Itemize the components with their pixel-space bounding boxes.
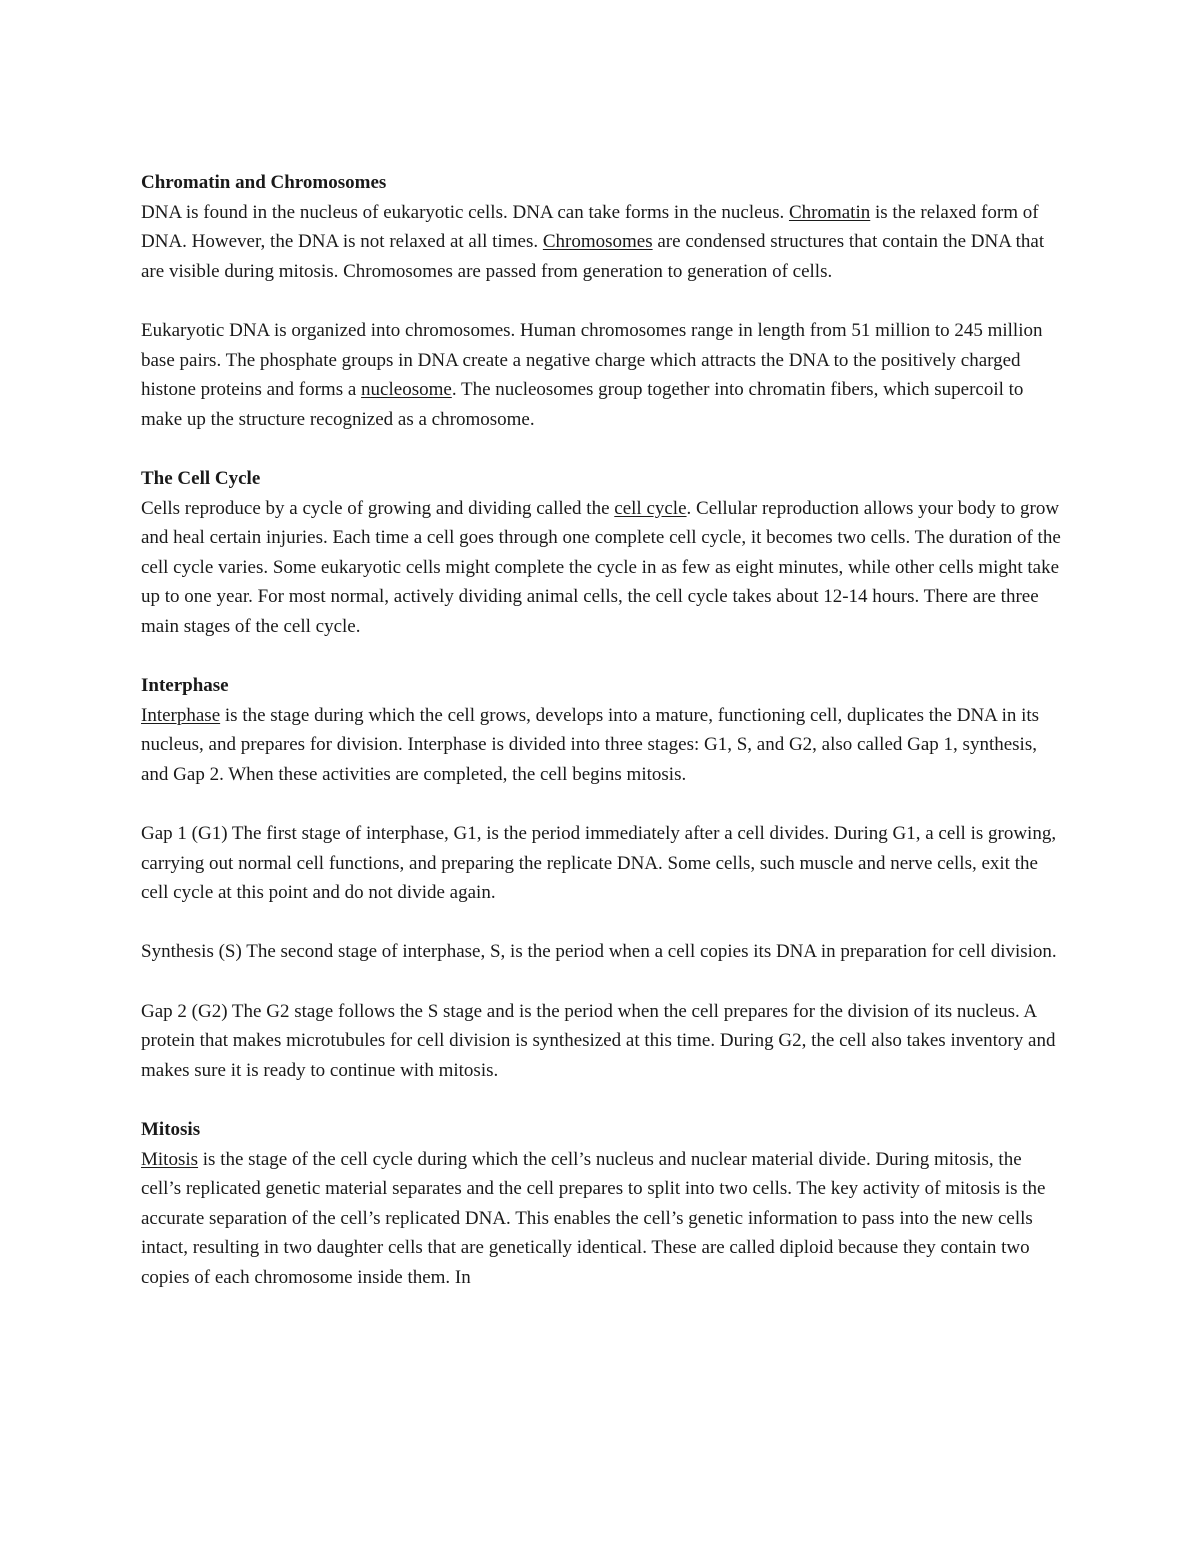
paragraph [141, 701, 1066, 790]
term-interphase: Interphase [141, 704, 221, 726]
document-page [141, 168, 1066, 1293]
text-run: is the stage during which the cell grows, develops into a mature, functioning cell, duplicates the DNA in its nucleus, and prepares for division. Interphase is divided into three stages: G1, S, and G2, also called Gap 1, synthesis, and Gap 2. When these activities are completed, the cell begins mitosis. [141, 704, 1040, 785]
text-run: are condensed structures that contain the DNA that are visible during mitosis. Chromosomes are passed from generation to generation of cells. [141, 231, 1045, 282]
section-heading: Interphase [141, 675, 229, 697]
section-heading: The Cell Cycle [141, 467, 261, 489]
section-interphase [141, 671, 1066, 1085]
text-run: DNA is found in the nucleus of eukaryotic cells. DNA can take forms in the nucleus. [141, 201, 789, 223]
text-run: Gap 2 (G2) The G2 stage follows the S stage and is the period when the cell prepares for the division of its nucleus. A protein that makes microtubules for cell division is synthesized at this time. During G2, the cell also takes inventory and makes sure it is ready to continue with mitosis. [141, 1000, 1056, 1081]
text-run: is the relaxed form of DNA. However, the DNA is not relaxed at all times. [141, 201, 1039, 253]
paragraph [141, 198, 1066, 287]
text-run: Gap 1 (G1) The first stage of interphase, G1, is the period immediately after a cell divides. During G1, a cell is growing, carrying out normal cell functions, and preparing the replicate DNA. Some cells, such muscle and nerve cells, exit the cell cycle at this point and do not divide again. [141, 823, 1057, 904]
text-run: . Cellular reproduction allows your body to grow and heal certain injuries. Each time a cell goes through one complete cell cycle, it becomes two cells. The duration of the cell cycle varies. Some eukaryotic cells might complete the cycle in as few as eight minutes, while other cells might take up to one year. For most normal, actively dividing animal cells, the cell cycle takes about 12-14 hours. There are three main stages of the cell cycle. [141, 497, 1061, 637]
paragraph [141, 1145, 1066, 1293]
section-cell-cycle [141, 464, 1066, 642]
section-chromatin [141, 168, 1066, 434]
text-run: Cells reproduce by a cycle of growing and dividing called the [141, 497, 615, 519]
paragraph [141, 997, 1066, 1086]
section-heading: Mitosis [141, 1119, 201, 1140]
text-run: . The nucleosomes group together into chromatin fibers, which supercoil to make up the structure recognized as a chromosome. [141, 379, 1024, 430]
term-nucleosome: nucleosome [361, 379, 452, 401]
paragraph [141, 819, 1066, 908]
paragraph [141, 494, 1066, 642]
term-cell-cycle: cell cycle [614, 497, 687, 519]
paragraph [141, 937, 1066, 967]
text-run: Eukaryotic DNA is organized into chromosomes. Human chromosomes range in length from 51 million to 245 million base pairs. The phosphate groups in DNA create a negative charge which attracts the DNA to the positively charged histone proteins and forms a [141, 319, 1043, 401]
term-chromosomes: Chromosomes [542, 231, 653, 253]
paragraph [141, 316, 1066, 434]
term-mitosis: Mitosis [141, 1148, 199, 1170]
section-heading: Chromatin and Chromosomes [141, 172, 387, 193]
term-chromatin: Chromatin [788, 201, 871, 223]
text-run: Synthesis (S) The second stage of interphase, S, is the period when a cell copies its DNA in preparation for cell division. [141, 941, 1057, 963]
section-mitosis [141, 1115, 1066, 1293]
text-run: is the stage of the cell cycle during which the cell’s nucleus and nuclear material divide. During mitosis, the cell’s replicated genetic material separates and the cell prepares to split into two cells. The key activity of mitosis is the accurate separation of the cell’s replicated DNA. This enables the cell’s genetic information to pass into the new cells intact, resulting in two daughter cells that are genetically identical. These are called diploid because they contain two copies of each chromosome inside them. In [141, 1148, 1046, 1288]
